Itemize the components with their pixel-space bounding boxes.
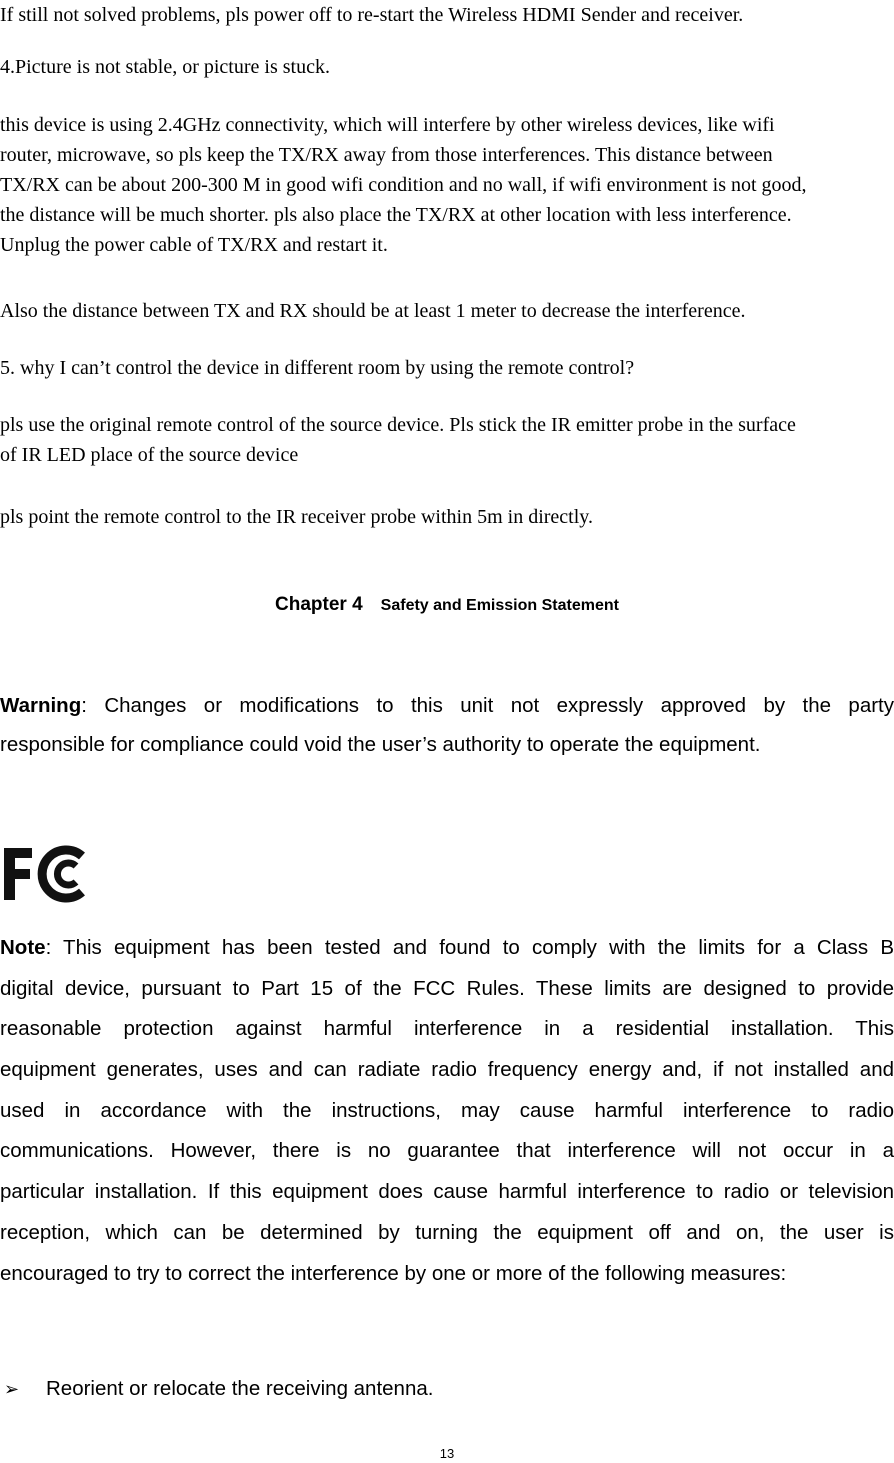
note-line: communications. However, there is no guarantee that interference will not occur in a (0, 1139, 894, 1163)
fcc-note (0, 928, 894, 1294)
chapter-number: Chapter 4 (275, 594, 363, 615)
answer-4-line: the distance will be much shorter. pls also place the TX/RX at other location with less interference. (0, 204, 792, 226)
answer-5-line: of IR LED place of the source device (0, 444, 299, 466)
question-4: 4.Picture is not stable, or picture is stuck. (0, 56, 330, 78)
warning-label: Warning (0, 694, 82, 717)
arrow-bullet-icon: ➢ (4, 1379, 20, 1400)
page-number: 13 (439, 1446, 455, 1461)
paragraph-restart: If still not solved problems, pls power off to re-start the Wireless HDMI Sender and receiver. (0, 4, 744, 26)
answer-4-line: router, microwave, so pls keep the TX/RX away from those interferences. This distance between (0, 144, 773, 166)
note-line: particular installation. If this equipment does cause harmful interference to radio or television (0, 1180, 894, 1204)
note-line: encouraged to try to correct the interference by one or more of the following measures: (0, 1261, 787, 1285)
warning-line: responsible for compliance could void the user’s authority to operate the equipment. (0, 733, 761, 756)
note-label: Note (0, 936, 46, 959)
answer-5-line: pls use the original remote control of the source device. Pls stick the IR emitter probe in the surface (0, 414, 796, 436)
question-5: 5. why I can’t control the device in different room by using the remote control? (0, 357, 635, 379)
note-text: : This equipment has been tested and found to comply with the limits for a Class B (45, 936, 894, 959)
answer-5 (0, 410, 894, 470)
note-line: equipment generates, uses and can radiate radio frequency energy and, if not installed and (0, 1058, 894, 1082)
note-line (0, 928, 894, 969)
chapter-title: Safety and Emission Statement (380, 597, 619, 614)
answer-5-pointing: pls point the remote control to the IR receiver probe within 5m in directly. (0, 506, 593, 528)
fcc-logo-icon (2, 842, 88, 906)
warning-statement (0, 686, 894, 764)
answer-4-line: this device is using 2.4GHz connectivity, which will interfere by other wireless devices, like wifi (0, 114, 775, 136)
note-line: digital device, pursuant to Part 15 of the FCC Rules. These limits are designed to provide (0, 976, 894, 1000)
chapter-heading (0, 590, 894, 621)
warning-text: : Changes or modifications to this unit not expressly approved by the party (81, 694, 894, 717)
answer-4-line: TX/RX can be about 200-300 M in good wifi condition and no wall, if wifi environment is not good, (0, 174, 807, 196)
measure-list-item (4, 1374, 884, 1405)
note-line: reception, which can be determined by turning the equipment off and on, the user is (0, 1220, 894, 1244)
warning-line (0, 686, 894, 725)
note-line: reasonable protection against harmful interference in a residential installation. This (0, 1017, 894, 1041)
answer-4 (0, 110, 894, 260)
measure-text: Reorient or relocate the receiving antenna. (46, 1377, 434, 1400)
answer-4-line: Unplug the power cable of TX/RX and restart it. (0, 234, 388, 256)
answer-4-distance: Also the distance between TX and RX should be at least 1 meter to decrease the interference. (0, 300, 746, 322)
note-line: used in accordance with the instructions, may cause harmful interference to radio (0, 1098, 894, 1122)
